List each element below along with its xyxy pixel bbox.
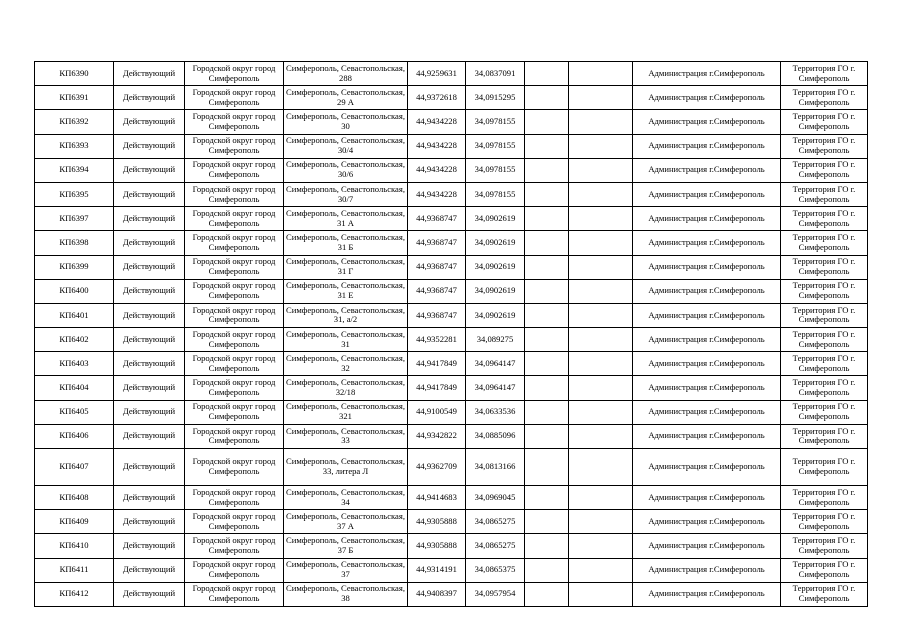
cell-longitude: 34,0902619 [466,231,525,255]
cell-owner: Администрация г.Симферополь [633,376,781,400]
cell-municipality: Городской округ город Симферополь [185,534,284,558]
cell-empty-2 [569,134,633,158]
cell-longitude: 34,0964147 [466,376,525,400]
cell-longitude: 34,0902619 [466,279,525,303]
cell-empty-1 [525,534,569,558]
cell-empty-1 [525,486,569,510]
cell-municipality: Городской округ город Симферополь [185,255,284,279]
cell-id: КП6408 [35,486,114,510]
cell-status: Действующий [114,134,185,158]
cell-empty-1 [525,279,569,303]
cell-address: Симферополь, Севастопольская, 31 Е [284,279,408,303]
table-row [35,449,868,486]
cell-municipality: Городской округ город Симферополь [185,328,284,352]
cell-municipality: Городской округ город Симферополь [185,62,284,86]
cell-address: Симферополь, Севастопольская, 37 Б [284,534,408,558]
cell-empty-2 [569,352,633,376]
cell-empty-1 [525,207,569,231]
cell-address: Симферополь, Севастопольская, 37 А [284,510,408,534]
cell-territory: Территория ГО г. Симферополь [781,449,868,486]
cell-empty-1 [525,558,569,582]
cell-empty-1 [525,134,569,158]
cell-territory: Территория ГО г. Симферополь [781,158,868,182]
cell-empty-2 [569,231,633,255]
cell-empty-1 [525,255,569,279]
table-row [35,510,868,534]
cell-status: Действующий [114,534,185,558]
cell-status: Действующий [114,207,185,231]
cell-empty-2 [569,182,633,206]
cell-id: КП6411 [35,558,114,582]
cell-address: Симферополь, Севастопольская, 33, литера Л [284,449,408,486]
cell-latitude: 44,9372618 [408,86,466,110]
table-row [35,158,868,182]
cell-longitude: 34,0865375 [466,558,525,582]
cell-owner: Администрация г.Симферополь [633,158,781,182]
cell-id: КП6398 [35,231,114,255]
table-row [35,424,868,448]
cell-empty-2 [569,449,633,486]
table-row [35,352,868,376]
cell-empty-1 [525,86,569,110]
cell-latitude: 44,9368747 [408,279,466,303]
cell-empty-1 [525,158,569,182]
cell-municipality: Городской округ город Симферополь [185,158,284,182]
cell-empty-2 [569,110,633,134]
cell-status: Действующий [114,582,185,606]
cell-id: КП6401 [35,303,114,327]
cell-latitude: 44,9305888 [408,510,466,534]
cell-longitude: 34,0902619 [466,303,525,327]
cell-latitude: 44,9314191 [408,558,466,582]
cell-territory: Территория ГО г. Симферополь [781,328,868,352]
cell-longitude: 34,0969045 [466,486,525,510]
cell-territory: Территория ГО г. Симферополь [781,486,868,510]
cell-empty-2 [569,424,633,448]
cell-latitude: 44,9417849 [408,376,466,400]
cell-territory: Территория ГО г. Симферополь [781,303,868,327]
cell-longitude: 34,089275 [466,328,525,352]
table-row [35,486,868,510]
cell-empty-1 [525,303,569,327]
cell-empty-1 [525,424,569,448]
cell-owner: Администрация г.Симферополь [633,558,781,582]
cell-status: Действующий [114,352,185,376]
table-row [35,62,868,86]
cell-address: Симферополь, Севастопольская, 37 [284,558,408,582]
cell-id: КП6412 [35,582,114,606]
cell-empty-2 [569,86,633,110]
cell-municipality: Городской округ город Симферополь [185,582,284,606]
cell-latitude: 44,9259631 [408,62,466,86]
cell-empty-1 [525,182,569,206]
cell-empty-1 [525,62,569,86]
cell-status: Действующий [114,376,185,400]
cell-owner: Администрация г.Симферополь [633,279,781,303]
cell-address: Симферополь, Севастопольская, 32/18 [284,376,408,400]
cell-owner: Администрация г.Симферополь [633,534,781,558]
cell-status: Действующий [114,231,185,255]
cell-owner: Администрация г.Симферополь [633,486,781,510]
table-row [35,376,868,400]
cell-owner: Администрация г.Симферополь [633,582,781,606]
cell-address: Симферополь, Севастопольская, 31 Г [284,255,408,279]
cell-id: КП6404 [35,376,114,400]
cell-longitude: 34,0964147 [466,352,525,376]
table-row [35,231,868,255]
cell-id: КП6394 [35,158,114,182]
cell-latitude: 44,9368747 [408,231,466,255]
cell-territory: Территория ГО г. Симферополь [781,424,868,448]
cell-latitude: 44,9305888 [408,534,466,558]
cell-territory: Территория ГО г. Симферополь [781,558,868,582]
cell-empty-1 [525,510,569,534]
cell-municipality: Городской округ город Симферополь [185,303,284,327]
cell-empty-1 [525,231,569,255]
cell-municipality: Городской округ город Симферополь [185,231,284,255]
cell-longitude: 34,0837091 [466,62,525,86]
cell-longitude: 34,0902619 [466,207,525,231]
cell-address: Симферополь, Севастопольская, 38 [284,582,408,606]
table-row [35,279,868,303]
cell-territory: Территория ГО г. Симферополь [781,231,868,255]
cell-latitude: 44,9434228 [408,182,466,206]
cell-longitude: 34,0978155 [466,134,525,158]
cell-latitude: 44,9100549 [408,400,466,424]
cell-id: КП6410 [35,534,114,558]
cell-owner: Администрация г.Симферополь [633,449,781,486]
cell-longitude: 34,0978155 [466,110,525,134]
cell-territory: Территория ГО г. Симферополь [781,534,868,558]
cell-owner: Администрация г.Симферополь [633,182,781,206]
cell-territory: Территория ГО г. Симферополь [781,134,868,158]
table-row [35,86,868,110]
cell-longitude: 34,0978155 [466,158,525,182]
cell-latitude: 44,9417849 [408,352,466,376]
cell-id: КП6407 [35,449,114,486]
cell-owner: Администрация г.Симферополь [633,400,781,424]
cell-address: Симферополь, Севастопольская, 33 [284,424,408,448]
cell-id: КП6400 [35,279,114,303]
cell-id: КП6405 [35,400,114,424]
cell-latitude: 44,9414683 [408,486,466,510]
cell-status: Действующий [114,486,185,510]
cell-owner: Администрация г.Симферополь [633,134,781,158]
cell-empty-2 [569,376,633,400]
table-row [35,303,868,327]
cell-owner: Администрация г.Симферополь [633,255,781,279]
cell-empty-1 [525,376,569,400]
table-row [35,134,868,158]
cell-longitude: 34,0865275 [466,534,525,558]
cell-id: КП6391 [35,86,114,110]
cell-status: Действующий [114,449,185,486]
cell-empty-1 [525,352,569,376]
cell-empty-2 [569,534,633,558]
cell-empty-1 [525,328,569,352]
cell-municipality: Городской округ город Симферополь [185,424,284,448]
cell-municipality: Городской округ город Симферополь [185,510,284,534]
cell-id: КП6390 [35,62,114,86]
cell-id: КП6403 [35,352,114,376]
cell-status: Действующий [114,424,185,448]
cell-latitude: 44,9368747 [408,303,466,327]
cell-empty-1 [525,110,569,134]
cell-municipality: Городской округ город Симферополь [185,110,284,134]
cell-territory: Территория ГО г. Симферополь [781,279,868,303]
cell-status: Действующий [114,558,185,582]
cell-territory: Территория ГО г. Симферополь [781,62,868,86]
registry-table [34,61,868,607]
cell-longitude: 34,0885096 [466,424,525,448]
cell-address: Симферополь, Севастопольская, 30 [284,110,408,134]
cell-latitude: 44,9342822 [408,424,466,448]
cell-latitude: 44,9352281 [408,328,466,352]
cell-address: Симферополь, Севастопольская, 31, а/2 [284,303,408,327]
cell-owner: Администрация г.Симферополь [633,510,781,534]
table-row [35,328,868,352]
cell-address: Симферополь, Севастопольская, 29 А [284,86,408,110]
cell-latitude: 44,9368747 [408,255,466,279]
cell-address: Симферополь, Севастопольская, 30/6 [284,158,408,182]
cell-territory: Территория ГО г. Симферополь [781,510,868,534]
table-row [35,110,868,134]
table-row [35,558,868,582]
cell-territory: Территория ГО г. Симферополь [781,110,868,134]
cell-municipality: Городской округ город Симферополь [185,86,284,110]
cell-status: Действующий [114,86,185,110]
cell-empty-2 [569,400,633,424]
table-row [35,400,868,424]
cell-municipality: Городской округ город Симферополь [185,486,284,510]
cell-territory: Территория ГО г. Симферополь [781,86,868,110]
cell-status: Действующий [114,510,185,534]
cell-longitude: 34,0915295 [466,86,525,110]
cell-municipality: Городской округ город Симферополь [185,279,284,303]
cell-id: КП6402 [35,328,114,352]
cell-longitude: 34,0902619 [466,255,525,279]
cell-municipality: Городской округ город Симферополь [185,558,284,582]
cell-owner: Администрация г.Симферополь [633,231,781,255]
cell-status: Действующий [114,328,185,352]
cell-empty-2 [569,158,633,182]
cell-status: Действующий [114,303,185,327]
cell-municipality: Городской округ город Симферополь [185,400,284,424]
table-row [35,534,868,558]
cell-owner: Администрация г.Симферополь [633,303,781,327]
cell-municipality: Городской округ город Симферополь [185,182,284,206]
cell-owner: Администрация г.Симферополь [633,62,781,86]
cell-status: Действующий [114,158,185,182]
cell-owner: Администрация г.Симферополь [633,207,781,231]
cell-address: Симферополь, Севастопольская, 30/7 [284,182,408,206]
cell-municipality: Городской округ город Симферополь [185,352,284,376]
table-row [35,182,868,206]
cell-empty-2 [569,486,633,510]
cell-status: Действующий [114,62,185,86]
cell-owner: Администрация г.Симферополь [633,110,781,134]
cell-owner: Администрация г.Симферополь [633,328,781,352]
cell-status: Действующий [114,182,185,206]
cell-municipality: Городской округ город Симферополь [185,207,284,231]
cell-latitude: 44,9368747 [408,207,466,231]
cell-empty-1 [525,449,569,486]
cell-id: КП6399 [35,255,114,279]
table-row [35,255,868,279]
cell-owner: Администрация г.Симферополь [633,424,781,448]
cell-id: КП6397 [35,207,114,231]
cell-id: КП6395 [35,182,114,206]
cell-address: Симферополь, Севастопольская, 288 [284,62,408,86]
cell-status: Действующий [114,400,185,424]
cell-latitude: 44,9362709 [408,449,466,486]
table-row [35,582,868,606]
cell-territory: Территория ГО г. Симферополь [781,582,868,606]
cell-empty-2 [569,255,633,279]
cell-status: Действующий [114,279,185,303]
cell-latitude: 44,9434228 [408,110,466,134]
cell-territory: Территория ГО г. Симферополь [781,400,868,424]
cell-address: Симферополь, Севастопольская, 321 [284,400,408,424]
cell-territory: Территория ГО г. Симферополь [781,207,868,231]
cell-latitude: 44,9408397 [408,582,466,606]
cell-empty-2 [569,582,633,606]
cell-longitude: 34,0865275 [466,510,525,534]
cell-id: КП6392 [35,110,114,134]
cell-id: КП6406 [35,424,114,448]
cell-address: Симферополь, Севастопольская, 31 [284,328,408,352]
cell-municipality: Городской округ город Симферополь [185,134,284,158]
cell-territory: Территория ГО г. Симферополь [781,255,868,279]
cell-empty-2 [569,207,633,231]
cell-longitude: 34,0633536 [466,400,525,424]
cell-address: Симферополь, Севастопольская, 30/4 [284,134,408,158]
cell-territory: Территория ГО г. Симферополь [781,376,868,400]
cell-owner: Администрация г.Симферополь [633,352,781,376]
table-row [35,207,868,231]
cell-empty-2 [569,510,633,534]
cell-empty-2 [569,303,633,327]
cell-address: Симферополь, Севастопольская, 31 А [284,207,408,231]
cell-latitude: 44,9434228 [408,134,466,158]
cell-address: Симферополь, Севастопольская, 34 [284,486,408,510]
cell-status: Действующий [114,110,185,134]
cell-empty-2 [569,279,633,303]
cell-empty-2 [569,328,633,352]
cell-territory: Территория ГО г. Симферополь [781,352,868,376]
cell-empty-2 [569,62,633,86]
cell-territory: Территория ГО г. Симферополь [781,182,868,206]
cell-address: Симферополь, Севастопольская, 31 Б [284,231,408,255]
cell-longitude: 34,0813166 [466,449,525,486]
cell-id: КП6393 [35,134,114,158]
cell-empty-1 [525,582,569,606]
cell-address: Симферополь, Севастопольская, 32 [284,352,408,376]
cell-status: Действующий [114,255,185,279]
cell-municipality: Городской округ город Симферополь [185,449,284,486]
registry-body [35,62,868,607]
cell-id: КП6409 [35,510,114,534]
cell-empty-1 [525,400,569,424]
cell-latitude: 44,9434228 [408,158,466,182]
cell-longitude: 34,0978155 [466,182,525,206]
cell-owner: Администрация г.Симферополь [633,86,781,110]
cell-municipality: Городской округ город Симферополь [185,376,284,400]
cell-empty-2 [569,558,633,582]
cell-longitude: 34,0957954 [466,582,525,606]
